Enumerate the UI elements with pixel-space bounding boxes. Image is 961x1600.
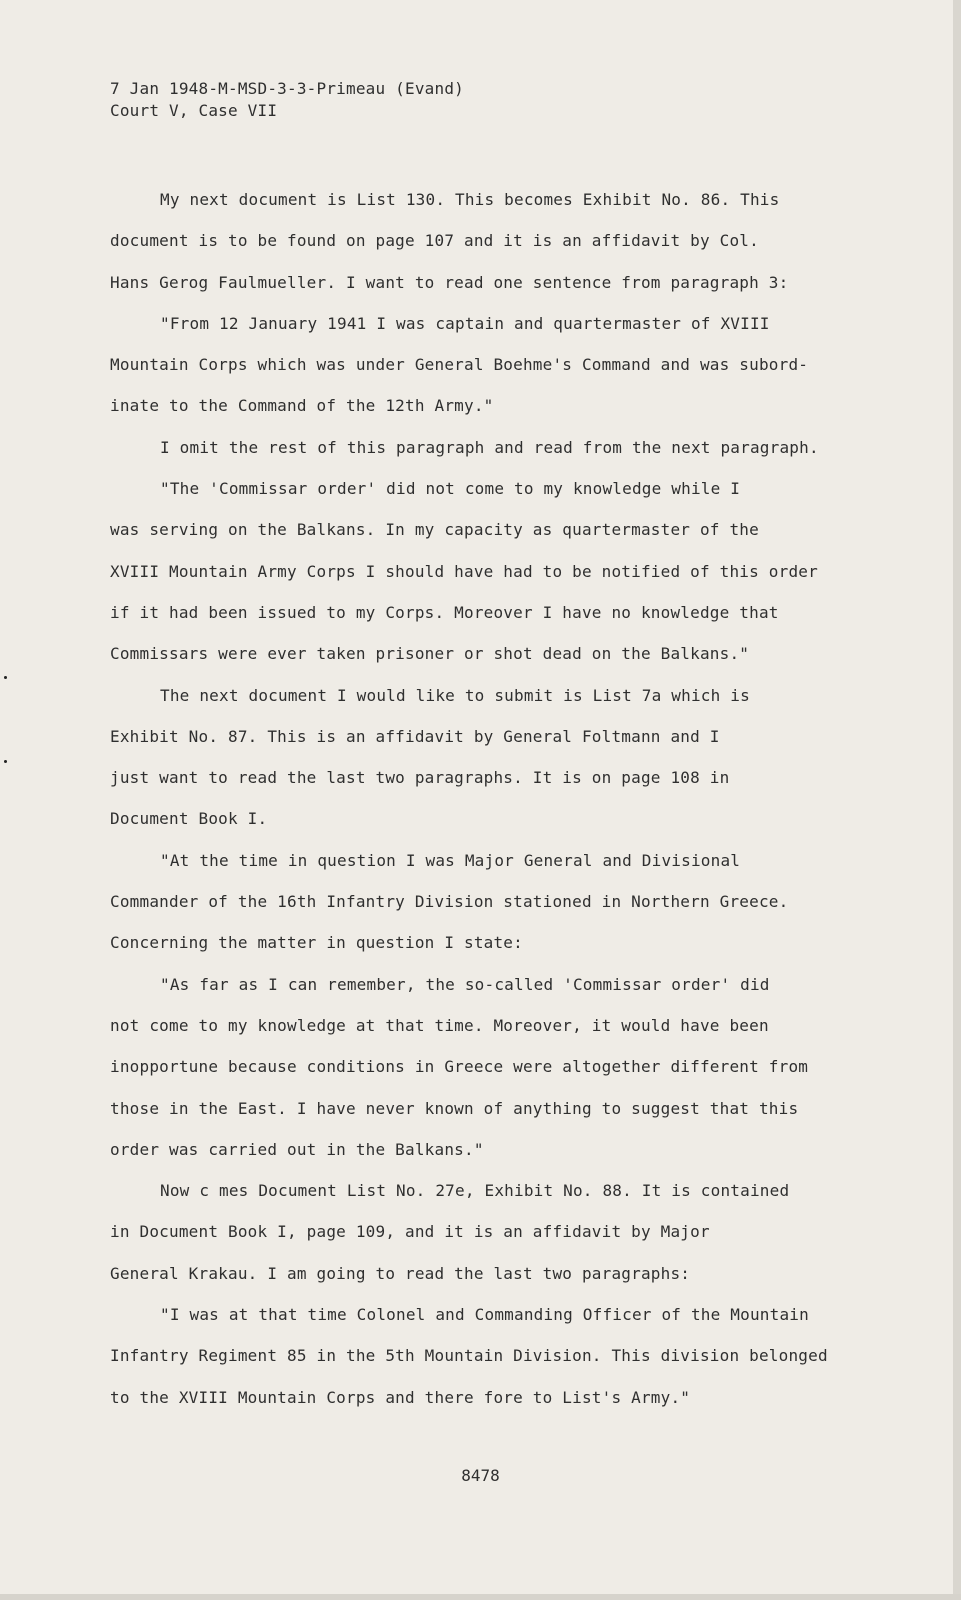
document-header — [110, 78, 464, 122]
header-line-1: 7 Jan 1948-M-MSD-3-3-Primeau (Evand) — [110, 79, 464, 98]
page-number: 8478 — [461, 1466, 500, 1485]
text-line: Document Book I. — [110, 809, 268, 829]
text-line: Concerning the matter in question I state: — [110, 933, 523, 953]
text-line: Now c mes Document List No. 27e, Exhibit No. 88. It is contained — [160, 1181, 790, 1201]
text-line: Commander of the 16th Infantry Division stationed in Northern Greece. — [110, 892, 789, 912]
text-line: "As far as I can remember, the so-called 'Commissar order' did — [160, 974, 770, 994]
text-line: order was carried out in the Balkans." — [110, 1139, 484, 1159]
text-line: Mountain Corps which was under General Boehme's Command and was subord- — [110, 355, 809, 375]
text-line: The next document I would like to submit is List 7a which is — [160, 685, 750, 705]
text-line: Commissars were ever taken prisoner or shot dead on the Balkans." — [110, 644, 750, 664]
punch-mark — [4, 676, 7, 679]
text-line: Infantry Regiment 85 in the 5th Mountain Division. This division belonged — [110, 1346, 828, 1366]
punch-mark — [4, 760, 7, 763]
text-line: document is to be found on page 107 and it is an affidavit by Col. — [110, 231, 759, 251]
text-line: XVIII Mountain Army Corps I should have had to be notified of this order — [110, 561, 818, 581]
text-line: "At the time in question I was Major General and Divisional — [160, 850, 741, 870]
text-line: just want to read the last two paragraphs. It is on page 108 in — [110, 768, 730, 788]
text-line: Exhibit No. 87. This is an affidavit by General Foltmann and I — [110, 726, 720, 746]
text-line: if it had been issued to my Corps. Moreover I have no knowledge that — [110, 602, 779, 622]
text-line: General Krakau. I am going to read the last two paragraphs: — [110, 1263, 691, 1283]
text-line: those in the East. I have never known of anything to suggest that this — [110, 1098, 799, 1118]
header-line-2: Court V, Case VII — [110, 101, 278, 120]
text-line: Hans Gerog Faulmueller. I want to read one sentence from paragraph 3: — [110, 272, 789, 292]
text-line: was serving on the Balkans. In my capacity as quartermaster of the — [110, 520, 759, 540]
text-line: "From 12 January 1941 I was captain and quartermaster of XVIII — [160, 313, 770, 333]
text-line: in Document Book I, page 109, and it is an affidavit by Major — [110, 1222, 710, 1242]
text-line: "I was at that time Colonel and Commanding Officer of the Mountain — [160, 1305, 809, 1325]
scan-edge — [953, 0, 961, 1600]
text-line: inopportune because conditions in Greece were altogether different from — [110, 1057, 809, 1077]
text-line: not come to my knowledge at that time. Moreover, it would have been — [110, 1015, 769, 1035]
text-line: to the XVIII Mountain Corps and there fore to List's Army." — [110, 1387, 691, 1407]
text-line: My next document is List 130. This becomes Exhibit No. 86. This — [160, 190, 780, 209]
scan-bottom-edge — [0, 1594, 961, 1600]
document-body — [110, 179, 880, 1418]
text-line: "The 'Commissar order' did not come to my knowledge while I — [160, 479, 741, 499]
text-line: I omit the rest of this paragraph and read from the next paragraph. — [160, 437, 819, 457]
text-line: inate to the Command of the 12th Army." — [110, 396, 494, 416]
